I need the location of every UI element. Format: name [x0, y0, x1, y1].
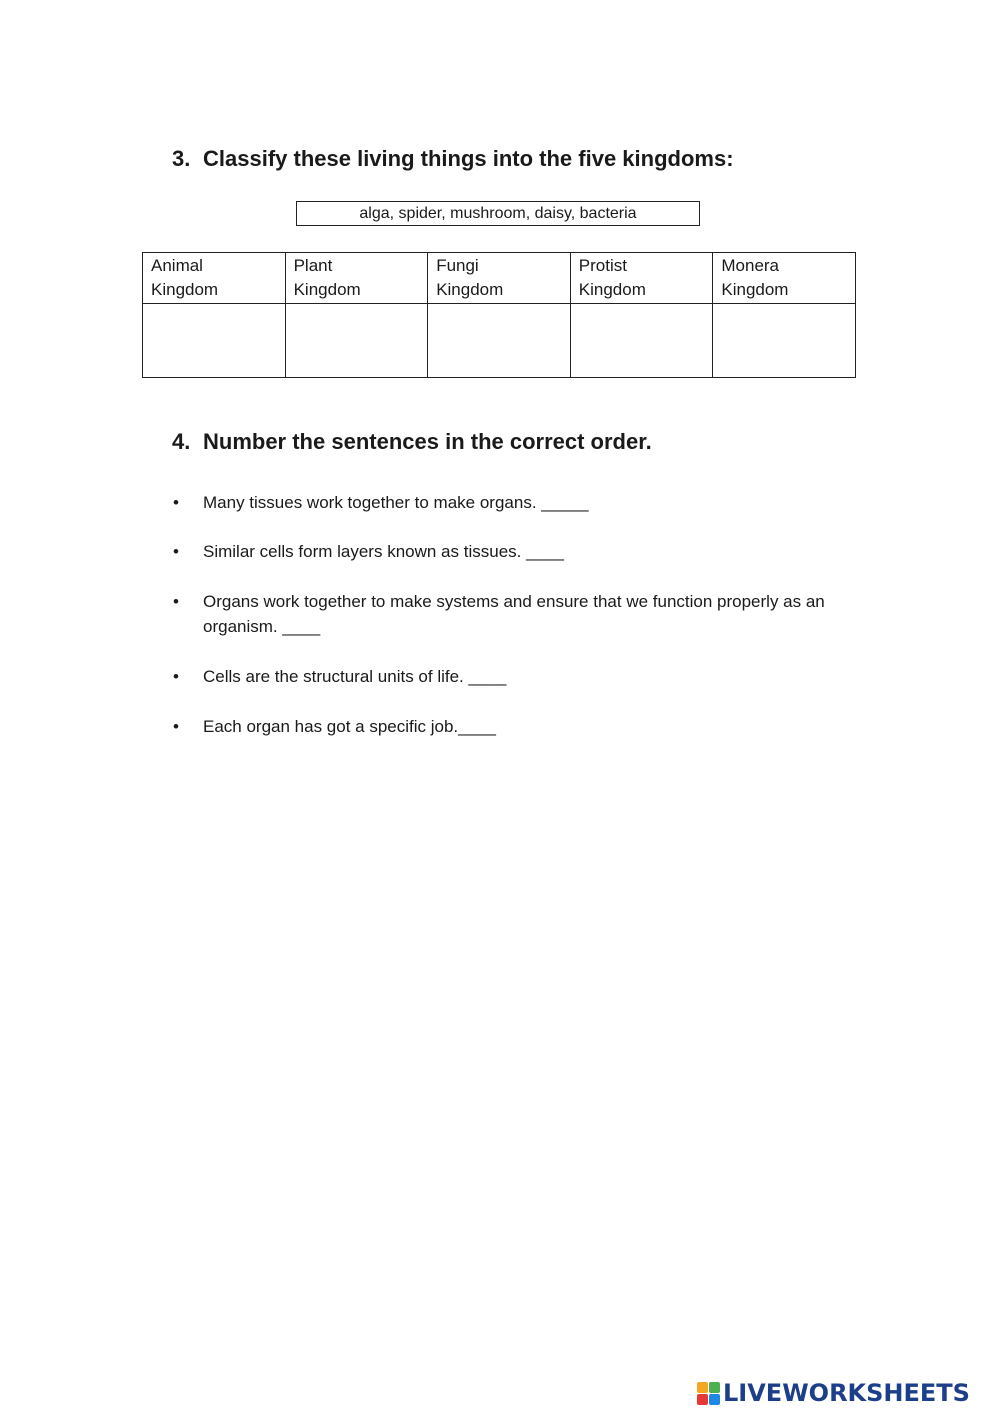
list-item [172, 664, 852, 689]
logo-tile [709, 1394, 720, 1405]
question-3-text: Classify these living things into the five kingdoms: [203, 146, 734, 171]
list-item [172, 589, 852, 639]
answer-cell-fungi[interactable] [428, 304, 571, 378]
sentence-text: Each organ has got a specific job.____ [203, 717, 496, 736]
header-line1: Protist [578, 256, 627, 275]
answer-cell-animal[interactable] [143, 304, 286, 378]
liveworksheets-logo [697, 1378, 970, 1408]
sentence-text: Organs work together to make systems and ensure that we function properly as an organism. ____ [203, 592, 825, 636]
answer-cell-protist[interactable] [570, 304, 713, 378]
logo-tile [709, 1382, 720, 1393]
logo-tiles-icon [697, 1382, 720, 1405]
question-3-number: 3. [172, 146, 191, 171]
header-line1: Plant [293, 256, 333, 275]
bullet-icon: • [173, 542, 179, 561]
header-line2: Kingdom [436, 280, 504, 299]
bullet-icon: • [173, 667, 179, 686]
question-4-number: 4. [172, 429, 191, 454]
answer-cell-monera[interactable] [713, 304, 856, 378]
kingdoms-table [142, 252, 856, 378]
header-line2: Kingdom [151, 280, 219, 299]
logo-tile [697, 1394, 708, 1405]
list-item [172, 490, 852, 515]
bullet-icon: • [173, 592, 179, 611]
sentence-text: Many tissues work together to make organs. _____ [203, 493, 589, 512]
header-protist-kingdom [570, 253, 713, 304]
logo-tile [697, 1382, 708, 1393]
header-line1: Animal [151, 256, 203, 275]
header-animal-kingdom [143, 253, 286, 304]
header-line2: Kingdom [721, 280, 789, 299]
logo-text: LIVEWORKSHEETS [723, 1379, 970, 1407]
header-line2: Kingdom [578, 280, 646, 299]
header-plant-kingdom [285, 253, 428, 304]
question-3-heading [172, 146, 734, 172]
word-bank-box: alga, spider, mushroom, daisy, bacteria [296, 201, 700, 226]
question-4-heading [172, 429, 652, 455]
question-4-text: Number the sentences in the correct order. [203, 429, 652, 454]
list-item [172, 714, 852, 739]
bullet-icon: • [173, 717, 179, 736]
kingdoms-answer-row [143, 304, 856, 378]
header-line1: Monera [721, 256, 780, 275]
answer-cell-plant[interactable] [285, 304, 428, 378]
header-fungi-kingdom [428, 253, 571, 304]
header-line1: Fungi [436, 256, 479, 275]
list-item [172, 539, 852, 564]
bullet-icon: • [173, 493, 179, 512]
header-monera-kingdom [713, 253, 856, 304]
kingdoms-header-row [143, 253, 856, 304]
sentence-text: Similar cells form layers known as tissues. ____ [203, 542, 564, 561]
sentence-list [172, 490, 852, 739]
sentence-text: Cells are the structural units of life. ____ [203, 667, 507, 686]
header-line2: Kingdom [293, 280, 361, 299]
